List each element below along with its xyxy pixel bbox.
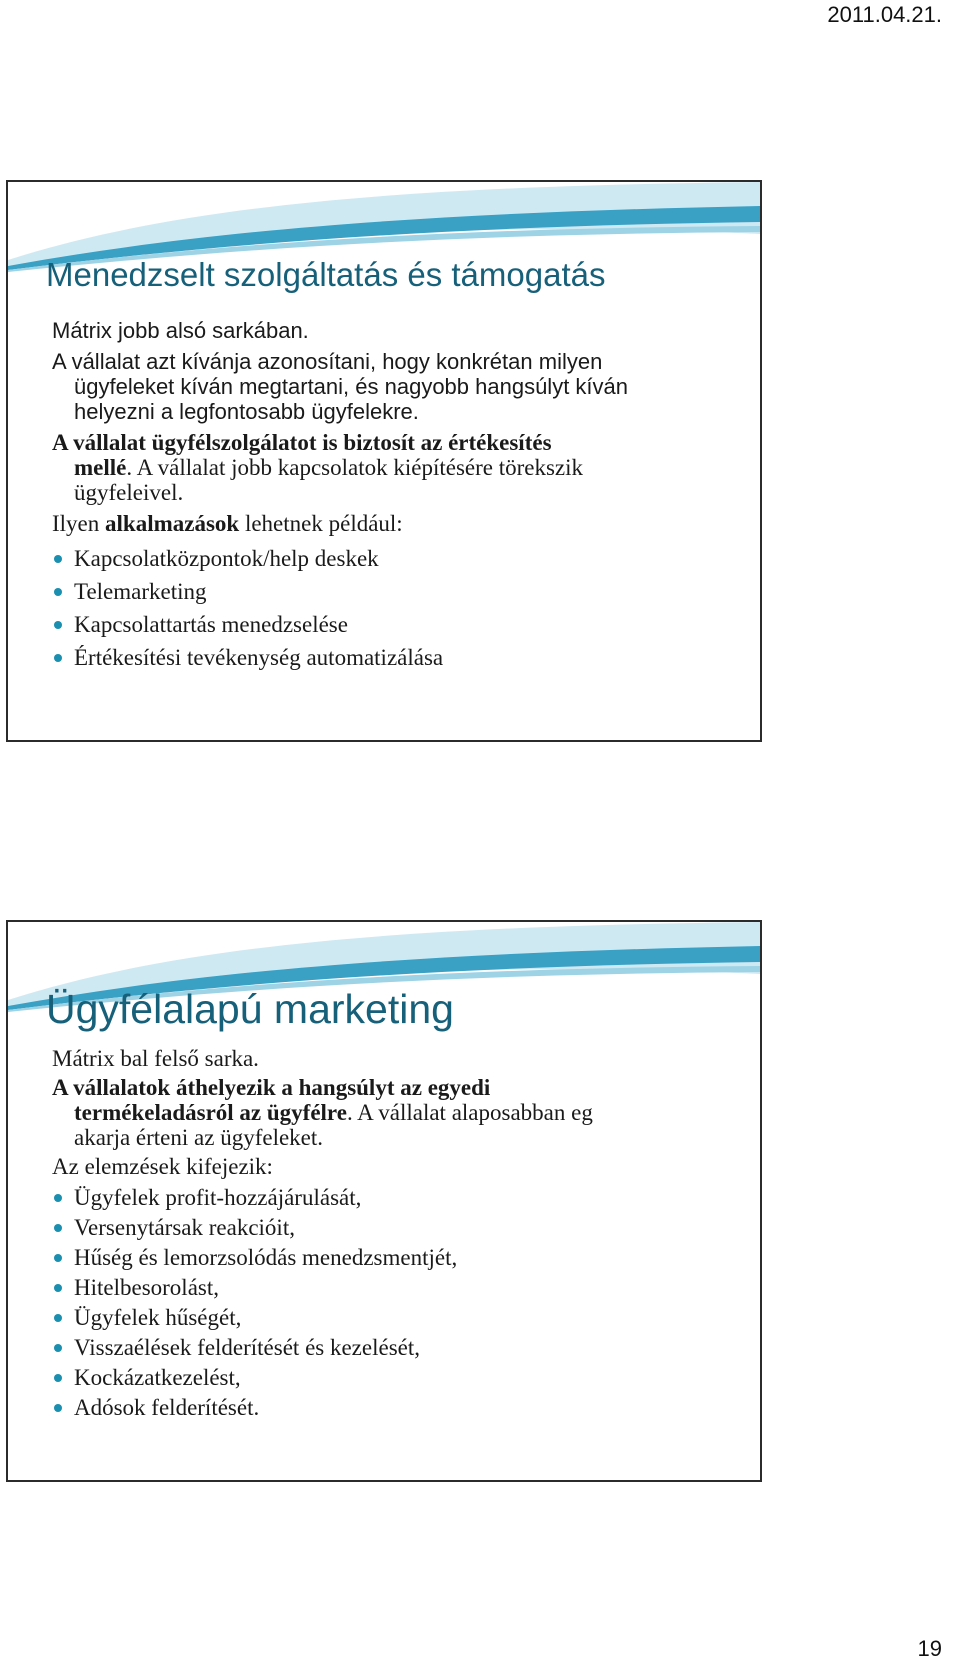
list-item: Értékesítési tevékenység automatizálása — [52, 641, 734, 674]
list-item: Kockázatkezelést, — [52, 1363, 734, 1393]
paragraph-line: akarja érteni az ügyfeleket. — [74, 1125, 324, 1150]
paragraph — [52, 430, 734, 505]
slide-body — [52, 1046, 734, 1423]
list-item: Kapcsolattartás menedzselése — [52, 608, 734, 641]
paragraph-text: Ilyen — [52, 511, 106, 536]
list-item: Ügyfelek profit-hozzájárulását, — [52, 1183, 734, 1213]
bold-text: mellé — [74, 455, 127, 480]
paragraph-line: ügyfeleket kíván megtartani, és nagyobb hangsúlyt kíván — [74, 374, 629, 399]
list-item: Telemarketing — [52, 575, 734, 608]
paragraph-line — [52, 1100, 734, 1125]
bold-text: alkalmazások — [105, 511, 240, 536]
paragraph: Mátrix bal felső sarka. — [52, 1046, 259, 1071]
bullet-list — [52, 1183, 734, 1423]
slide-menedzselt-szolgaltatas — [6, 180, 762, 742]
paragraph-line: helyezni a legfontosabb ügyfelekre. — [74, 399, 419, 424]
slide-title: Ügyfélalapú marketing — [46, 986, 454, 1032]
list-item: Ügyfelek hűségét, — [52, 1303, 734, 1333]
list-item: Hitelbesorolást, — [52, 1273, 734, 1303]
list-item: Versenytársak reakcióit, — [52, 1213, 734, 1243]
bold-text: A vállalatok áthelyezik a hangsúlyt az egyedi — [52, 1075, 491, 1100]
paragraph: Mátrix jobb alsó sarkában. — [52, 318, 309, 343]
bold-text: termékeladásról az ügyfélre — [74, 1100, 347, 1125]
list-item: Visszaélések felderítését és kezelését, — [52, 1333, 734, 1363]
paragraph-text: . A vállalat alaposabban eg — [346, 1100, 593, 1125]
paragraph: Az elemzések kifejezik: — [52, 1154, 273, 1179]
page-number: 19 — [917, 1636, 942, 1661]
list-item: Hűség és lemorzsolódás menedzsmentjét, — [52, 1243, 734, 1273]
paragraph-line: A vállalat azt kívánja azonosítani, hogy konkrétan milyen — [52, 349, 603, 374]
bullet-list — [52, 542, 734, 674]
paragraph-line: ügyfeleivel. — [74, 480, 184, 505]
paragraph — [52, 1075, 734, 1150]
paragraph-text: . A vállalat jobb kapcsolatok kiépítésére törekszik — [126, 455, 584, 480]
list-item: Adósok felderítését. — [52, 1393, 734, 1423]
paragraph — [52, 511, 734, 536]
paragraph-text: lehetnek például: — [239, 511, 403, 536]
bold-text: A vállalat ügyfélszolgálatot is biztosít az értékesítés — [52, 430, 552, 455]
paragraph — [52, 349, 734, 424]
header-date: 2011.04.21. — [827, 2, 942, 27]
paragraph-line — [52, 455, 734, 480]
slide-ugyfelalapu-marketing — [6, 920, 762, 1482]
slide-title: Menedzselt szolgáltatás és támogatás — [46, 256, 606, 293]
slide-body — [52, 318, 734, 674]
list-item: Kapcsolatközpontok/help deskek — [52, 542, 734, 575]
